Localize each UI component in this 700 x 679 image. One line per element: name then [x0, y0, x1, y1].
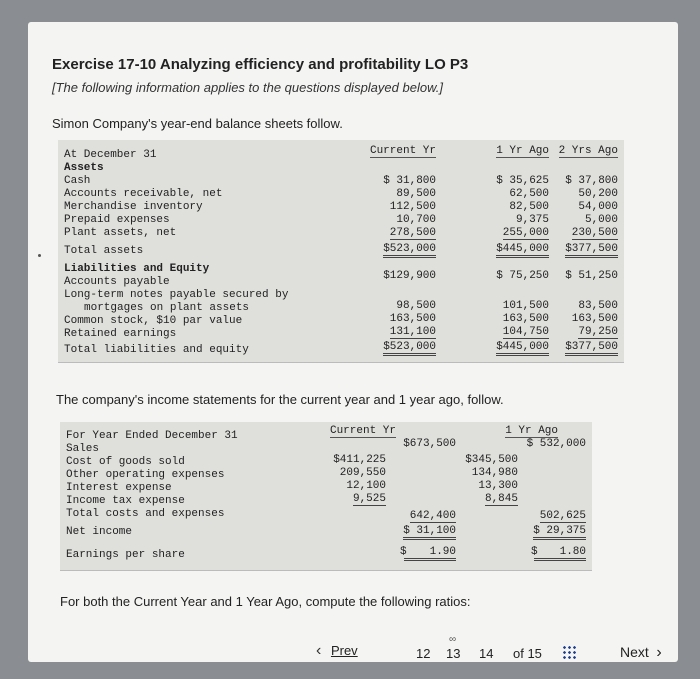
bs-cell: 163,500: [571, 313, 618, 325]
balance-sheet-table: [58, 140, 624, 363]
liabilities-heading: Liabilities and Equity: [64, 263, 210, 275]
is-cell: 1.90: [404, 546, 456, 561]
bs-col-1yr: 1 Yr Ago: [496, 145, 549, 157]
page-13[interactable]: 13: [446, 646, 461, 661]
bs-cell: 255,000: [502, 227, 549, 239]
bs-cell: $523,000: [383, 341, 436, 356]
is-cell: $411,225: [333, 454, 386, 466]
exercise-note: [The following information applies to the questions displayed below.]: [52, 80, 443, 95]
is-row-label: Net income: [66, 526, 133, 538]
bs-total-le-label: Total liabilities and equity: [64, 344, 249, 356]
bs-row-label: Plant assets, net: [64, 227, 177, 239]
chevron-right-icon: ›: [656, 644, 662, 661]
prev-button[interactable]: [316, 642, 358, 662]
bs-row-label: Long-term notes payable secured by: [64, 289, 289, 301]
is-cell: $ 29,375: [533, 525, 586, 540]
is-row-label: Earnings per share: [66, 549, 185, 561]
bs-cell: 278,500: [389, 227, 436, 239]
next-button[interactable]: [620, 644, 662, 664]
bs-cell: $377,500: [565, 341, 618, 356]
bs-cell: $377,500: [565, 243, 618, 258]
bs-cell: 163,500: [389, 313, 436, 325]
chevron-left-icon: ‹: [316, 642, 322, 659]
bs-row-label: Merchandise inventory: [64, 201, 203, 213]
is-row-label: Sales: [66, 443, 100, 455]
is-cell: 1.80: [534, 546, 586, 561]
bs-cell: 50,200: [578, 188, 618, 200]
bs-row-label: Cash: [64, 175, 91, 187]
bs-row-label: Common stock, $10 par value: [64, 315, 243, 327]
page-14[interactable]: 14: [479, 646, 494, 661]
is-cell: 9,525: [352, 493, 386, 505]
bs-row-label: Retained earnings: [64, 328, 177, 340]
is-cell: $345,500: [465, 454, 518, 466]
is-cell: $ 532,000: [526, 438, 586, 450]
bs-cell: $523,000: [383, 243, 436, 258]
is-cell: 502,625: [539, 510, 586, 522]
is-cell: $673,500: [403, 438, 456, 450]
assets-heading: Assets: [64, 162, 104, 174]
bs-cell: 89,500: [396, 188, 436, 200]
bs-col-2yr: 2 Yrs Ago: [558, 145, 618, 157]
bs-head-label: At December 31: [64, 149, 157, 161]
is-col-1yr: 1 Yr Ago: [505, 425, 558, 437]
bs-cell: $ 37,800: [565, 175, 618, 187]
bs-cell: 98,500: [396, 300, 436, 312]
bs-cell: $ 31,800: [383, 175, 436, 187]
link-icon: ∞: [449, 634, 457, 645]
bs-cell: $445,000: [496, 243, 549, 258]
bs-row-label: Accounts receivable, net: [64, 188, 223, 200]
bs-cell: 82,500: [509, 201, 549, 213]
bs-cell: 5,000: [584, 214, 618, 226]
bs-cell: $ 75,250: [496, 270, 549, 282]
bs-cell: 83,500: [578, 300, 618, 312]
is-cell: $: [400, 546, 407, 558]
prev-label: Prev: [330, 643, 358, 658]
is-cell: 134,980: [471, 467, 518, 479]
bs-cell: $445,000: [496, 341, 549, 356]
bs-cell: 79,250: [578, 326, 618, 338]
grid-icon[interactable]: [562, 645, 577, 660]
bs-cell: $129,900: [383, 270, 436, 282]
page-count: of 15: [513, 646, 542, 661]
bs-cell: 163,500: [502, 313, 549, 325]
bs-cell: 112,500: [389, 201, 436, 213]
bs-col-current: Current Yr: [369, 145, 436, 157]
is-row-label: Total costs and expenses: [66, 508, 225, 520]
page-12[interactable]: 12: [416, 646, 431, 661]
bs-cell: 10,700: [396, 214, 436, 226]
is-head-label: For Year Ended December 31: [66, 430, 238, 442]
bs-cell: 62,500: [509, 188, 549, 200]
is-cell: $: [531, 546, 538, 558]
bs-row-label: Accounts payable: [64, 276, 170, 288]
bs-cell: 131,100: [389, 326, 436, 338]
question-page: [28, 22, 678, 662]
is-col-current: Current Yr: [329, 425, 396, 437]
bs-cell: 9,375: [515, 214, 549, 226]
balance-sheet-intro: Simon Company's year-end balance sheets follow.: [52, 116, 343, 131]
bs-cell: $ 35,625: [496, 175, 549, 187]
bs-total-assets-label: Total assets: [64, 245, 144, 257]
ratios-intro: For both the Current Year and 1 Year Ago, compute the following ratios:: [60, 594, 471, 609]
exercise-title: Exercise 17-10 Analyzing efficiency and profitability LO P3: [52, 56, 469, 73]
is-row-label: Interest expense: [66, 482, 172, 494]
bs-cell: 101,500: [502, 300, 549, 312]
bs-cell: $ 51,250: [565, 270, 618, 282]
is-row-label: Other operating expenses: [66, 469, 225, 481]
bs-cell: 104,750: [502, 326, 549, 338]
is-cell: 8,845: [484, 493, 518, 505]
is-row-label: Cost of goods sold: [66, 456, 185, 468]
is-cell: 209,550: [339, 467, 386, 479]
income-intro: The company's income statements for the current year and 1 year ago, follow.: [56, 392, 504, 407]
is-cell: 642,400: [409, 510, 456, 522]
bs-cell: 230,500: [571, 227, 618, 239]
is-cell: 13,300: [478, 480, 518, 492]
bs-row-label: Prepaid expenses: [64, 214, 170, 226]
is-cell: $ 31,100: [403, 525, 456, 540]
bs-cell: 54,000: [578, 201, 618, 213]
income-statement-table: [60, 422, 592, 571]
is-cell: 12,100: [346, 480, 386, 492]
bs-row-label: mortgages on plant assets: [84, 302, 250, 314]
next-label: Next: [620, 644, 649, 660]
margin-dot: [38, 254, 41, 257]
is-row-label: Income tax expense: [66, 495, 185, 507]
